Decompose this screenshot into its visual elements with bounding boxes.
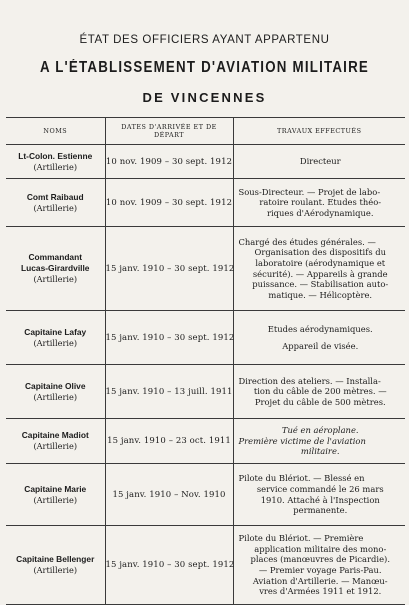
officer-dates: 15 janv. 1910 – Nov. 1910 <box>105 464 233 526</box>
officer-name-cell <box>6 526 105 605</box>
table-row <box>6 227 405 311</box>
work-line: sécurité). — Appareils à grande <box>252 268 388 279</box>
work-line: — Premier voyage Paris-Pau. <box>258 565 382 575</box>
officer-name: Capitaine Bellenger <box>16 554 95 564</box>
officer-work-cell <box>233 464 405 526</box>
work-line: Tué en aéroplane. <box>281 425 359 436</box>
officer-name-cell <box>6 464 105 526</box>
column-header-noms: NOMS <box>6 118 105 145</box>
work-line: places (manœuvres de Picardie). <box>250 554 390 565</box>
table-row <box>6 464 405 526</box>
officer-name-cell <box>6 365 105 419</box>
table-row <box>6 365 405 419</box>
officer-work-cell <box>233 365 405 419</box>
officer-name: Capitaine Olive <box>24 380 86 391</box>
work-line: Appareil de visée. <box>282 340 359 351</box>
officer-work-cell <box>233 145 405 179</box>
column-header-travaux: TRAVAUX EFFECTUÉS <box>233 118 405 145</box>
work-line: Pilote du Blériot. — Blessé en <box>238 473 365 484</box>
officer-dates: 10 nov. 1909 – 30 sept. 1912 <box>105 145 233 179</box>
work-line: Direction des ateliers. — Installa- <box>238 375 381 386</box>
table-row <box>6 145 405 179</box>
officer-name-line: Lucas-Girardville <box>21 263 90 273</box>
column-header-dates: DATES D'ARRIVÉE ET DE DÉPART <box>105 118 233 145</box>
work-line: Première victime de l'aviation <box>238 435 366 446</box>
work-line: Organisation des dispositifs du <box>254 247 387 258</box>
work-line: Etudes aérodynamiques. <box>267 323 373 334</box>
work-line: vres d'Armées 1911 et 1912. <box>259 586 382 597</box>
document-heading-line2: A L'ÉTABLISSEMENT D'AVIATION MILITAIRE <box>39 59 370 76</box>
officer-dates: 15 janv. 1910 – 30 sept. 1912 <box>105 526 233 605</box>
officer-arm: (Artillerie) <box>33 494 78 505</box>
officer-work-cell <box>233 419 405 464</box>
officer-dates: 15 janv. 1910 – 23 oct. 1911 <box>105 419 233 464</box>
work-line: ratoire roulant. Etudes théo- <box>259 197 382 208</box>
work-line: Chargé des études générales. — <box>238 236 376 247</box>
work-line: 1910. Attaché à l'Inspection <box>260 494 380 505</box>
work-line: riques d'Aérodynamique. <box>266 207 374 218</box>
work-line: matique. — Hélicoptère. <box>268 289 373 300</box>
officer-work-cell <box>233 227 405 311</box>
work-line: Directeur <box>299 156 341 167</box>
work-line: Projet du câble de 500 mètres. <box>254 396 386 407</box>
table-row <box>6 311 405 365</box>
officer-name-cell <box>6 419 105 464</box>
officer-name-line: Commandant <box>28 252 82 262</box>
table-row <box>6 419 405 464</box>
officer-name-cell <box>6 227 105 311</box>
document-heading-line3: DE VINCENNES <box>142 90 267 105</box>
work-line: Aviation d'Artillerie. — Manœu- <box>252 575 388 586</box>
officer-arm: (Artillerie) <box>33 274 78 284</box>
work-line: permanente. <box>293 505 348 516</box>
table-header-row <box>6 118 405 145</box>
officer-name-cell <box>6 311 105 365</box>
work-line: laboratoire (aérodynamique et <box>255 257 386 268</box>
officer-arm: (Artillerie) <box>33 391 78 402</box>
officer-name: Capitaine Marie <box>24 483 87 494</box>
officer-work-cell <box>233 526 405 605</box>
officer-name-cell <box>6 179 105 227</box>
work-line: application militaire des mono- <box>254 543 387 554</box>
table-row <box>6 179 405 227</box>
document-heading-line1: ÉTAT DES OFFICIERS AYANT APPARTENU <box>79 34 330 46</box>
officer-dates: 15 janv. 1910 – 30 sept. 1912 <box>105 227 233 311</box>
officer-arm: (Artillerie) <box>33 202 78 213</box>
work-line: service commandé le 26 mars <box>256 483 384 494</box>
work-line: Pilote du Blériot. — Première <box>238 533 364 544</box>
officer-arm: (Artillerie) <box>33 337 78 348</box>
officers-table <box>6 117 405 605</box>
officer-dates: 15 janv. 1910 – 13 juill. 1911 <box>105 365 233 419</box>
work-line: Sous-Directeur. — Projet de labo- <box>238 186 381 197</box>
officer-dates: 10 nov. 1909 – 30 sept. 1912 <box>105 179 233 227</box>
officer-arm: (Artillerie) <box>33 441 78 451</box>
officer-name-cell <box>6 145 105 179</box>
work-line: militaire. <box>300 446 340 457</box>
officer-arm: (Artillerie) <box>33 565 78 575</box>
officer-work-cell <box>233 179 405 227</box>
work-line: tion du câble de 200 mètres. — <box>253 386 387 397</box>
officer-name: Comt Raibaud <box>26 191 84 202</box>
officer-name: Lt-Colon. Estienne <box>18 150 93 161</box>
officer-work-cell <box>233 311 405 365</box>
table-row <box>6 526 405 605</box>
officer-dates: 15 janv. 1910 – 30 sept. 1912 <box>105 311 233 365</box>
officer-arm: (Artillerie) <box>33 161 78 172</box>
officer-name: Capitaine Madiot <box>21 430 89 440</box>
officer-name: Capitaine Lafay <box>24 326 87 337</box>
work-line: puissance. — Stabilisation auto- <box>252 279 389 290</box>
